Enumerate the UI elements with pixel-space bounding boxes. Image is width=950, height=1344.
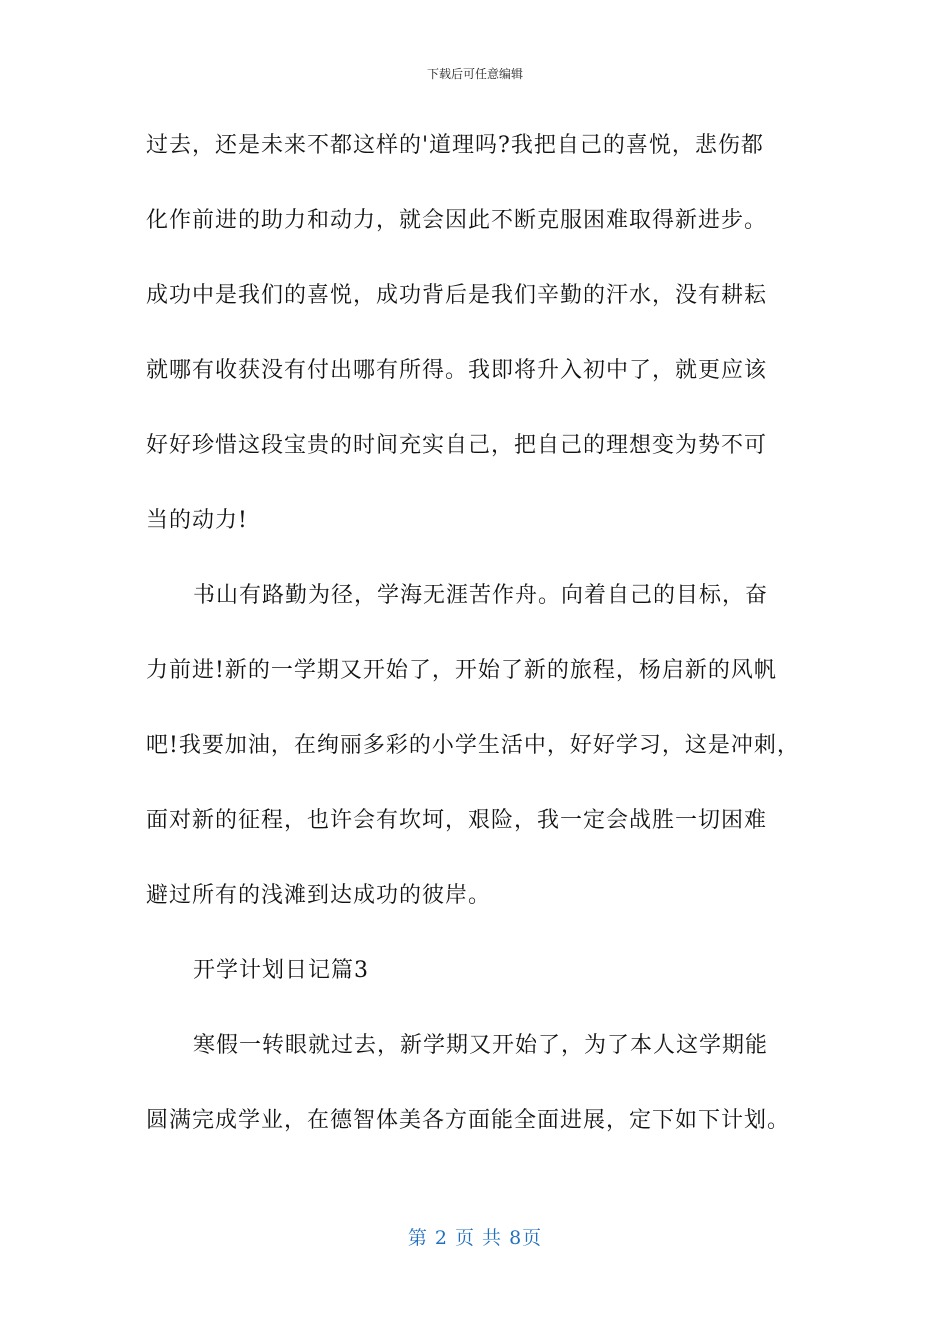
page-footer: 第 2 页 共 8页	[407, 1227, 543, 1249]
text-line: 过去，还是未来不都这样的'道理吗?我把自己的喜悦，悲伤都	[146, 133, 764, 158]
text-line: 成功中是我们的喜悦，成功背后是我们辛勤的汗水，没有耕耘	[146, 283, 768, 308]
document-body	[146, 124, 826, 1174]
text-line: 面对新的征程，也许会有坎坷，艰险，我一定会战胜一切困难	[146, 808, 768, 833]
text-line: 就哪有收获没有付出哪有所得。我即将升入初中了，就更应该	[146, 358, 768, 383]
section-heading: 开学计划日记篇3	[193, 958, 369, 983]
paragraph-start-line: 书山有路勤为径，学海无涯苦作舟。向着自己的目标，奋	[193, 583, 769, 608]
text-line: 圆满完成学业，在德智体美各方面能全面进展，定下如下计划。	[146, 1108, 791, 1133]
text-line: 避过所有的浅滩到达成功的彼岸。	[146, 883, 492, 908]
text-line: 好好珍惜这段宝贵的时间充实自己，把自己的理想变为势不可	[146, 433, 768, 458]
text-line: 力前进!新的一学期又开始了，开始了新的旅程，杨启新的风帆	[146, 658, 777, 683]
text-line: 化作前进的助力和动力，就会因此不断克服困难取得新进步。	[146, 208, 768, 233]
text-line: 吧!我要加油，在绚丽多彩的小学生活中，好好学习，这是冲刺，	[146, 733, 800, 758]
text-line: 当的动力!	[146, 508, 248, 533]
paragraph-start-line: 寒假一转眼就过去，新学期又开始了，为了本人这学期能	[193, 1033, 769, 1058]
page-header: 下载后可任意编辑	[426, 67, 523, 81]
